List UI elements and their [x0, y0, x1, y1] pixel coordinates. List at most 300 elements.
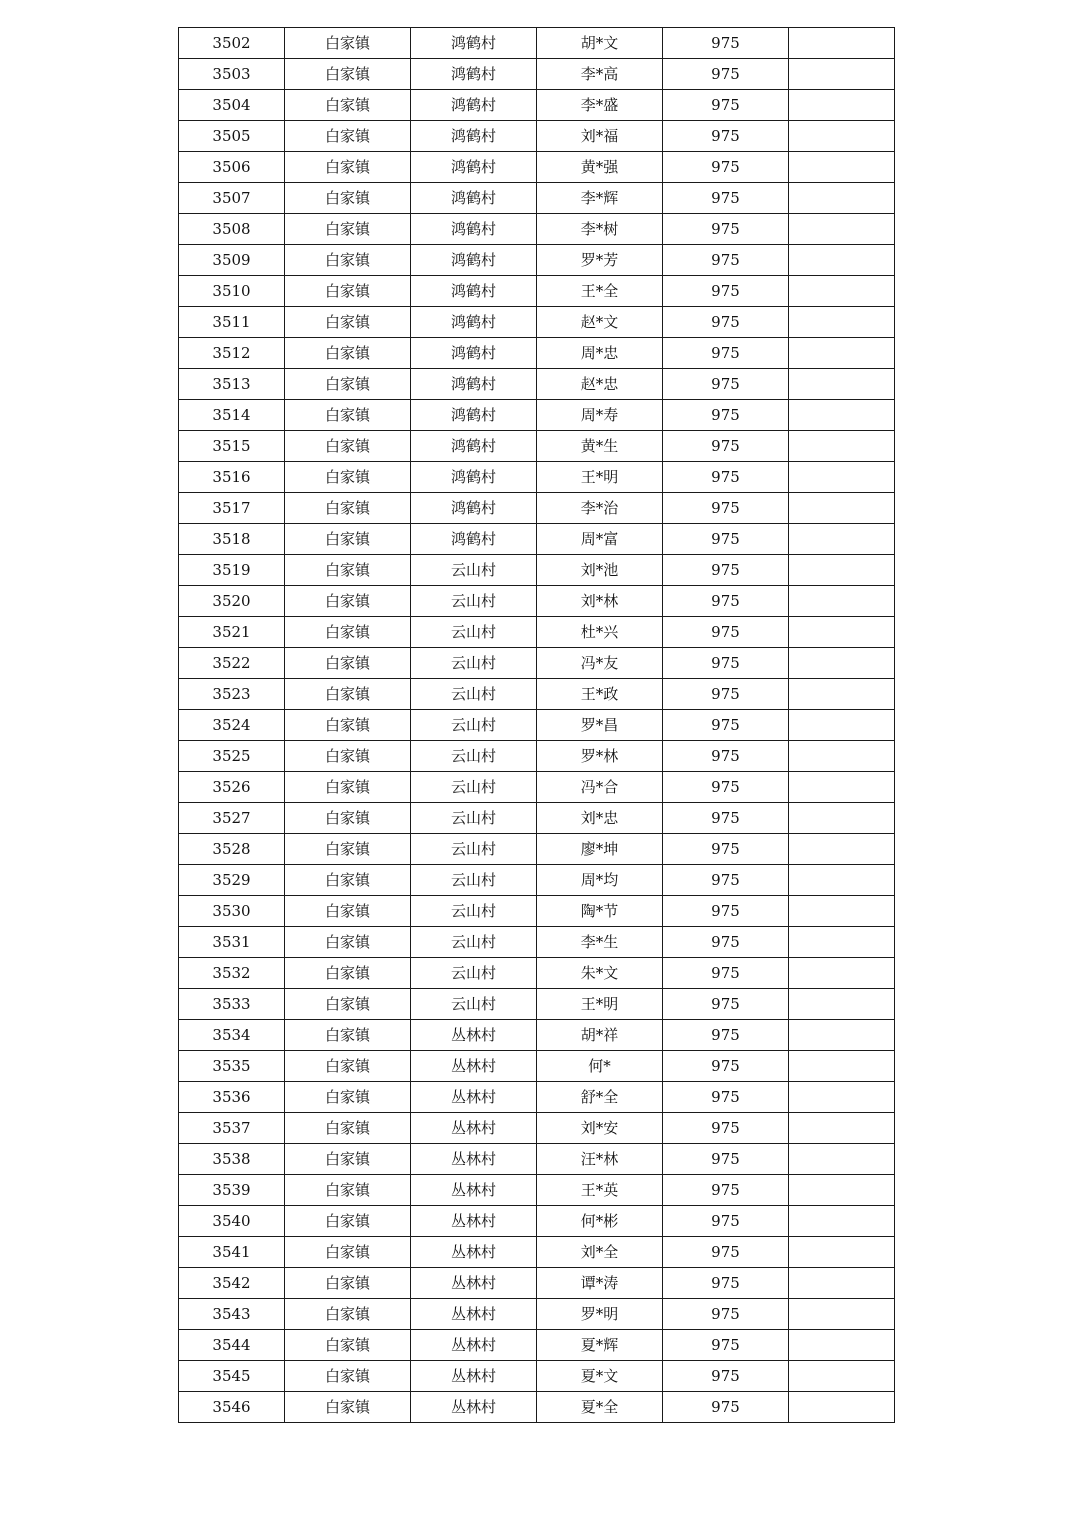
cell-village: 鸿鹤村 [411, 214, 537, 245]
cell-village: 鸿鹤村 [411, 276, 537, 307]
table-row [179, 1330, 895, 1361]
cell-town: 白家镇 [285, 152, 411, 183]
cell-name: 何*彬 [537, 1206, 663, 1237]
cell-note [789, 431, 895, 462]
table-row [179, 59, 895, 90]
table-body [179, 28, 895, 1423]
cell-name: 王*全 [537, 276, 663, 307]
cell-name: 李*树 [537, 214, 663, 245]
cell-note [789, 1392, 895, 1423]
cell-name: 冯*友 [537, 648, 663, 679]
cell-town: 白家镇 [285, 710, 411, 741]
cell-village: 云山村 [411, 989, 537, 1020]
cell-village: 丛林村 [411, 1237, 537, 1268]
cell-town: 白家镇 [285, 121, 411, 152]
cell-note [789, 1051, 895, 1082]
table-row [179, 741, 895, 772]
cell-number: 3513 [179, 369, 285, 400]
cell-village: 云山村 [411, 896, 537, 927]
cell-name: 谭*涛 [537, 1268, 663, 1299]
table-row [179, 1175, 895, 1206]
table-row [179, 648, 895, 679]
cell-town: 白家镇 [285, 245, 411, 276]
cell-number: 3546 [179, 1392, 285, 1423]
cell-town: 白家镇 [285, 679, 411, 710]
cell-town: 白家镇 [285, 927, 411, 958]
cell-amount: 975 [663, 524, 789, 555]
cell-number: 3538 [179, 1144, 285, 1175]
cell-number: 3537 [179, 1113, 285, 1144]
table-row [179, 1020, 895, 1051]
cell-number: 3533 [179, 989, 285, 1020]
cell-amount: 975 [663, 1361, 789, 1392]
cell-note [789, 90, 895, 121]
cell-amount: 975 [663, 927, 789, 958]
cell-note [789, 834, 895, 865]
cell-name: 李*辉 [537, 183, 663, 214]
cell-note [789, 59, 895, 90]
cell-town: 白家镇 [285, 338, 411, 369]
table-row [179, 524, 895, 555]
table-row [179, 462, 895, 493]
table-row [179, 338, 895, 369]
cell-amount: 975 [663, 772, 789, 803]
table-row [179, 1206, 895, 1237]
cell-number: 3507 [179, 183, 285, 214]
cell-number: 3502 [179, 28, 285, 59]
cell-number: 3512 [179, 338, 285, 369]
cell-number: 3524 [179, 710, 285, 741]
cell-name: 刘*忠 [537, 803, 663, 834]
cell-name: 王*明 [537, 462, 663, 493]
cell-amount: 975 [663, 431, 789, 462]
cell-note [789, 803, 895, 834]
cell-number: 3515 [179, 431, 285, 462]
cell-town: 白家镇 [285, 1361, 411, 1392]
cell-village: 鸿鹤村 [411, 90, 537, 121]
cell-village: 丛林村 [411, 1392, 537, 1423]
table-row [179, 710, 895, 741]
cell-name: 舒*全 [537, 1082, 663, 1113]
table-row [179, 958, 895, 989]
cell-village: 丛林村 [411, 1020, 537, 1051]
cell-name: 周*寿 [537, 400, 663, 431]
cell-name: 夏*全 [537, 1392, 663, 1423]
cell-village: 丛林村 [411, 1051, 537, 1082]
cell-note [789, 1206, 895, 1237]
cell-name: 何* [537, 1051, 663, 1082]
cell-village: 丛林村 [411, 1361, 537, 1392]
cell-note [789, 1237, 895, 1268]
cell-village: 云山村 [411, 648, 537, 679]
cell-number: 3540 [179, 1206, 285, 1237]
cell-village: 丛林村 [411, 1082, 537, 1113]
cell-number: 3536 [179, 1082, 285, 1113]
cell-town: 白家镇 [285, 1392, 411, 1423]
cell-amount: 975 [663, 1392, 789, 1423]
cell-name: 李*高 [537, 59, 663, 90]
cell-village: 云山村 [411, 586, 537, 617]
cell-amount: 975 [663, 1144, 789, 1175]
cell-village: 鸿鹤村 [411, 307, 537, 338]
cell-note [789, 1361, 895, 1392]
cell-amount: 975 [663, 369, 789, 400]
cell-note [789, 710, 895, 741]
cell-village: 丛林村 [411, 1268, 537, 1299]
cell-town: 白家镇 [285, 28, 411, 59]
cell-name: 汪*林 [537, 1144, 663, 1175]
cell-note [789, 524, 895, 555]
cell-name: 朱*文 [537, 958, 663, 989]
cell-name: 王*明 [537, 989, 663, 1020]
table-row [179, 1051, 895, 1082]
cell-name: 赵*忠 [537, 369, 663, 400]
cell-town: 白家镇 [285, 1051, 411, 1082]
cell-number: 3505 [179, 121, 285, 152]
cell-town: 白家镇 [285, 400, 411, 431]
cell-village: 云山村 [411, 803, 537, 834]
cell-name: 李*治 [537, 493, 663, 524]
cell-number: 3534 [179, 1020, 285, 1051]
cell-town: 白家镇 [285, 493, 411, 524]
cell-amount: 975 [663, 1020, 789, 1051]
cell-town: 白家镇 [285, 214, 411, 245]
cell-note [789, 1330, 895, 1361]
table-row [179, 896, 895, 927]
cell-village: 鸿鹤村 [411, 152, 537, 183]
cell-amount: 975 [663, 214, 789, 245]
cell-amount: 975 [663, 90, 789, 121]
table-row [179, 772, 895, 803]
cell-amount: 975 [663, 121, 789, 152]
cell-town: 白家镇 [285, 1082, 411, 1113]
table-row [179, 927, 895, 958]
cell-name: 刘*全 [537, 1237, 663, 1268]
cell-town: 白家镇 [285, 648, 411, 679]
cell-town: 白家镇 [285, 431, 411, 462]
table-row [179, 586, 895, 617]
cell-amount: 975 [663, 586, 789, 617]
cell-town: 白家镇 [285, 1113, 411, 1144]
cell-amount: 975 [663, 59, 789, 90]
table-row [179, 1392, 895, 1423]
cell-name: 胡*祥 [537, 1020, 663, 1051]
cell-village: 鸿鹤村 [411, 59, 537, 90]
cell-note [789, 741, 895, 772]
cell-name: 赵*文 [537, 307, 663, 338]
cell-amount: 975 [663, 338, 789, 369]
cell-amount: 975 [663, 1268, 789, 1299]
cell-note [789, 338, 895, 369]
cell-village: 云山村 [411, 772, 537, 803]
table-row [179, 431, 895, 462]
cell-name: 胡*文 [537, 28, 663, 59]
cell-name: 杜*兴 [537, 617, 663, 648]
cell-number: 3504 [179, 90, 285, 121]
cell-number: 3539 [179, 1175, 285, 1206]
cell-note [789, 617, 895, 648]
table-row [179, 493, 895, 524]
cell-amount: 975 [663, 679, 789, 710]
cell-amount: 975 [663, 803, 789, 834]
table-row [179, 834, 895, 865]
cell-name: 周*富 [537, 524, 663, 555]
cell-village: 云山村 [411, 865, 537, 896]
cell-number: 3508 [179, 214, 285, 245]
cell-amount: 975 [663, 1051, 789, 1082]
cell-amount: 975 [663, 741, 789, 772]
cell-note [789, 648, 895, 679]
cell-number: 3545 [179, 1361, 285, 1392]
cell-amount: 975 [663, 28, 789, 59]
cell-number: 3522 [179, 648, 285, 679]
cell-name: 黄*生 [537, 431, 663, 462]
cell-town: 白家镇 [285, 90, 411, 121]
cell-amount: 975 [663, 1082, 789, 1113]
cell-number: 3521 [179, 617, 285, 648]
cell-note [789, 152, 895, 183]
cell-name: 廖*坤 [537, 834, 663, 865]
cell-village: 云山村 [411, 710, 537, 741]
cell-name: 黄*强 [537, 152, 663, 183]
cell-note [789, 679, 895, 710]
cell-number: 3530 [179, 896, 285, 927]
cell-amount: 975 [663, 865, 789, 896]
table-row [179, 989, 895, 1020]
cell-town: 白家镇 [285, 524, 411, 555]
cell-note [789, 555, 895, 586]
cell-amount: 975 [663, 555, 789, 586]
cell-town: 白家镇 [285, 958, 411, 989]
table-row [179, 679, 895, 710]
cell-town: 白家镇 [285, 989, 411, 1020]
cell-village: 云山村 [411, 679, 537, 710]
cell-town: 白家镇 [285, 1175, 411, 1206]
cell-name: 夏*辉 [537, 1330, 663, 1361]
cell-name: 刘*安 [537, 1113, 663, 1144]
cell-village: 丛林村 [411, 1330, 537, 1361]
cell-town: 白家镇 [285, 276, 411, 307]
cell-amount: 975 [663, 896, 789, 927]
cell-village: 鸿鹤村 [411, 245, 537, 276]
cell-amount: 975 [663, 617, 789, 648]
cell-note [789, 307, 895, 338]
table-row [179, 245, 895, 276]
cell-name: 周*忠 [537, 338, 663, 369]
table-row [179, 1299, 895, 1330]
cell-note [789, 927, 895, 958]
cell-amount: 975 [663, 1330, 789, 1361]
cell-number: 3509 [179, 245, 285, 276]
cell-number: 3532 [179, 958, 285, 989]
cell-note [789, 1082, 895, 1113]
cell-note [789, 369, 895, 400]
cell-note [789, 865, 895, 896]
cell-amount: 975 [663, 493, 789, 524]
cell-village: 鸿鹤村 [411, 462, 537, 493]
table-row [179, 1361, 895, 1392]
cell-amount: 975 [663, 462, 789, 493]
cell-village: 云山村 [411, 617, 537, 648]
table-row [179, 617, 895, 648]
cell-number: 3527 [179, 803, 285, 834]
cell-name: 陶*节 [537, 896, 663, 927]
cell-village: 鸿鹤村 [411, 431, 537, 462]
cell-note [789, 1175, 895, 1206]
cell-village: 鸿鹤村 [411, 28, 537, 59]
cell-name: 罗*明 [537, 1299, 663, 1330]
cell-number: 3531 [179, 927, 285, 958]
cell-village: 云山村 [411, 927, 537, 958]
cell-amount: 975 [663, 276, 789, 307]
table-row [179, 803, 895, 834]
cell-amount: 975 [663, 989, 789, 1020]
cell-note [789, 1268, 895, 1299]
cell-amount: 975 [663, 648, 789, 679]
cell-number: 3511 [179, 307, 285, 338]
table-row [179, 183, 895, 214]
cell-note [789, 772, 895, 803]
table-row [179, 28, 895, 59]
cell-amount: 975 [663, 400, 789, 431]
cell-amount: 975 [663, 1113, 789, 1144]
cell-number: 3535 [179, 1051, 285, 1082]
cell-town: 白家镇 [285, 369, 411, 400]
table-row [179, 1237, 895, 1268]
cell-note [789, 989, 895, 1020]
cell-village: 鸿鹤村 [411, 183, 537, 214]
cell-amount: 975 [663, 1299, 789, 1330]
cell-name: 冯*合 [537, 772, 663, 803]
cell-number: 3529 [179, 865, 285, 896]
cell-village: 丛林村 [411, 1299, 537, 1330]
cell-number: 3526 [179, 772, 285, 803]
cell-name: 刘*林 [537, 586, 663, 617]
table-row [179, 276, 895, 307]
cell-village: 云山村 [411, 834, 537, 865]
cell-number: 3503 [179, 59, 285, 90]
cell-town: 白家镇 [285, 462, 411, 493]
cell-village: 鸿鹤村 [411, 493, 537, 524]
cell-village: 云山村 [411, 555, 537, 586]
cell-name: 罗*芳 [537, 245, 663, 276]
cell-number: 3516 [179, 462, 285, 493]
table-row [179, 307, 895, 338]
table-row [179, 1082, 895, 1113]
cell-name: 夏*文 [537, 1361, 663, 1392]
cell-town: 白家镇 [285, 1206, 411, 1237]
cell-town: 白家镇 [285, 834, 411, 865]
cell-village: 丛林村 [411, 1206, 537, 1237]
cell-town: 白家镇 [285, 586, 411, 617]
cell-village: 丛林村 [411, 1113, 537, 1144]
table-row [179, 1113, 895, 1144]
cell-amount: 975 [663, 1237, 789, 1268]
cell-name: 周*均 [537, 865, 663, 896]
cell-note [789, 958, 895, 989]
cell-number: 3543 [179, 1299, 285, 1330]
cell-town: 白家镇 [285, 183, 411, 214]
cell-village: 鸿鹤村 [411, 338, 537, 369]
cell-town: 白家镇 [285, 555, 411, 586]
cell-town: 白家镇 [285, 1330, 411, 1361]
cell-number: 3520 [179, 586, 285, 617]
cell-number: 3518 [179, 524, 285, 555]
cell-amount: 975 [663, 958, 789, 989]
cell-town: 白家镇 [285, 1020, 411, 1051]
cell-town: 白家镇 [285, 617, 411, 648]
cell-note [789, 1299, 895, 1330]
cell-name: 罗*昌 [537, 710, 663, 741]
cell-note [789, 586, 895, 617]
cell-village: 云山村 [411, 958, 537, 989]
cell-note [789, 1144, 895, 1175]
cell-village: 鸿鹤村 [411, 400, 537, 431]
cell-town: 白家镇 [285, 1299, 411, 1330]
cell-village: 鸿鹤村 [411, 524, 537, 555]
cell-name: 王*政 [537, 679, 663, 710]
cell-number: 3544 [179, 1330, 285, 1361]
cell-amount: 975 [663, 710, 789, 741]
cell-town: 白家镇 [285, 1144, 411, 1175]
cell-name: 王*英 [537, 1175, 663, 1206]
table-row [179, 865, 895, 896]
cell-note [789, 1020, 895, 1051]
cell-note [789, 245, 895, 276]
cell-number: 3523 [179, 679, 285, 710]
cell-amount: 975 [663, 307, 789, 338]
table-row [179, 400, 895, 431]
cell-town: 白家镇 [285, 741, 411, 772]
cell-number: 3514 [179, 400, 285, 431]
cell-amount: 975 [663, 183, 789, 214]
cell-town: 白家镇 [285, 307, 411, 338]
cell-note [789, 214, 895, 245]
cell-village: 丛林村 [411, 1175, 537, 1206]
table-row [179, 214, 895, 245]
table-row [179, 152, 895, 183]
cell-amount: 975 [663, 1206, 789, 1237]
cell-name: 罗*林 [537, 741, 663, 772]
table-row [179, 1268, 895, 1299]
cell-note [789, 896, 895, 927]
cell-village: 鸿鹤村 [411, 369, 537, 400]
cell-number: 3541 [179, 1237, 285, 1268]
table-row [179, 90, 895, 121]
cell-number: 3510 [179, 276, 285, 307]
cell-note [789, 1113, 895, 1144]
cell-note [789, 28, 895, 59]
cell-number: 3506 [179, 152, 285, 183]
cell-village: 云山村 [411, 741, 537, 772]
cell-name: 刘*池 [537, 555, 663, 586]
cell-name: 李*生 [537, 927, 663, 958]
cell-number: 3528 [179, 834, 285, 865]
cell-town: 白家镇 [285, 772, 411, 803]
table-row [179, 121, 895, 152]
cell-note [789, 493, 895, 524]
cell-number: 3525 [179, 741, 285, 772]
cell-amount: 975 [663, 834, 789, 865]
cell-number: 3542 [179, 1268, 285, 1299]
table-row [179, 1144, 895, 1175]
cell-note [789, 276, 895, 307]
cell-village: 鸿鹤村 [411, 121, 537, 152]
cell-town: 白家镇 [285, 59, 411, 90]
cell-town: 白家镇 [285, 1237, 411, 1268]
cell-village: 丛林村 [411, 1144, 537, 1175]
table-row [179, 555, 895, 586]
